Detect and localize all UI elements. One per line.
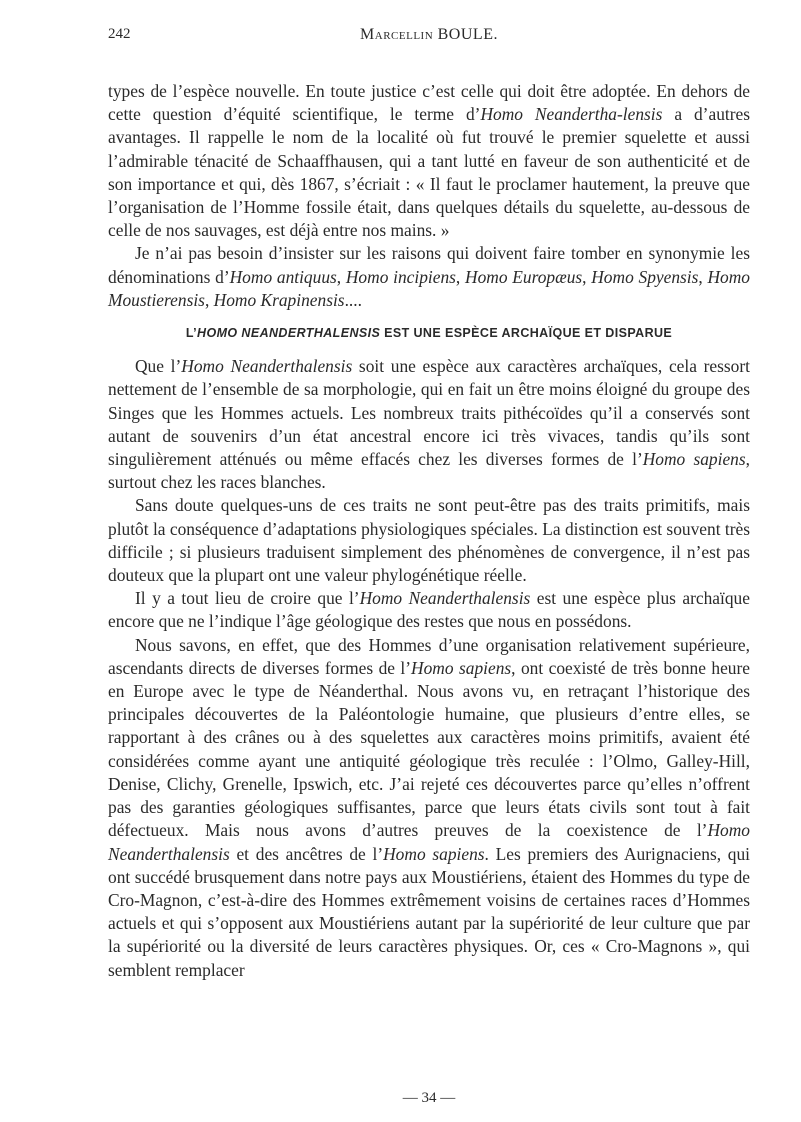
separator: , bbox=[336, 266, 346, 287]
text-run: Il y a tout lieu de croire que l’ bbox=[135, 588, 360, 609]
text-run: et des ancêtres de l’ bbox=[229, 843, 384, 864]
separator: , bbox=[582, 266, 592, 287]
separator: , bbox=[204, 289, 214, 310]
taxon-name: Homo sapiens bbox=[383, 843, 485, 864]
heading-taxon: HOMO NEANDERTHALENSIS bbox=[197, 326, 381, 341]
text-run: est une espèce plus archaïque encore que ne l’indique l’âge géologique des restes que nous en possédons. bbox=[108, 588, 750, 632]
taxon-name: Homo Moustierensis bbox=[108, 266, 750, 310]
page-number: 242 bbox=[108, 26, 131, 42]
section-heading bbox=[108, 322, 750, 345]
taxon-name: Homo sapiens bbox=[642, 449, 746, 470]
taxon-name: Homo Neandertha-lensis bbox=[480, 104, 663, 125]
separator: , bbox=[455, 266, 466, 287]
paragraph bbox=[108, 242, 750, 312]
text-run: , surtout chez les races blanches. bbox=[108, 449, 750, 493]
taxon-name: Homo incipiens bbox=[345, 266, 456, 287]
taxon-name: Homo Neanderthalensis bbox=[108, 820, 750, 864]
paragraph: Sans doute quelques-uns de ces traits ne sont peut-être pas des traits primitifs, mais plutôt la conséquence d’adaptations physiologiques spéciales. La distinction est souvent très difficile ; si plusieurs traduisent simplement des phénomènes de convergence, il n’est pas douteux que la plupart ont une valeur phylogénétique réelle. bbox=[108, 495, 750, 586]
running-head bbox=[108, 22, 750, 50]
text-run: Que l’ bbox=[135, 356, 182, 377]
text-run: , ont coexisté de très bonne heure en Europe avec le type de Néanderthal. Nous avons vu, en retraçant l’historique des principales découvertes de la Paléontologie humaine, que plusieurs d’entre elles, se rapportant à des crânes ou à des squelettes aux caractères moins primitifs, avaient été considérées comme ayant une antiquité géologique très reculée : l’Olmo, Galley-Hill, Denise, Clichy, Grenelle, Ipswich, etc. J’ai rejeté ces découvertes parce qu’elles n’offrent pas des garanties géologiques suffisantes, parce que leurs états civils sont tout à fait défectueux. Mais nous avons d’autres preuves de la coexistence de l’ bbox=[108, 657, 750, 841]
taxon-name: Homo Krapinensis bbox=[213, 289, 345, 310]
text-run: soit une espèce aux caractères archaïques, cela ressort nettement de l’ensemble de sa morphologie, qui en fait un être moins éloigné du groupe des Singes que les Hommes actuels. Les nombreux traits pithécoïdes qu’il a conservés sont autant de souvenirs d’un état ancestral encore ici très vivaces, tandis qu’ils sont singulièrement atténués ou même effacés chez les diverses formes de l’ bbox=[108, 356, 750, 470]
heading-prefix: L’ bbox=[185, 326, 198, 341]
body-text bbox=[108, 80, 750, 982]
taxon-name: Homo Spyensis bbox=[591, 266, 699, 287]
text-run: Je n’ai pas besoin d’insister sur les raisons qui doivent faire tomber en synonymie les dénominations d’ bbox=[108, 243, 750, 287]
paragraph bbox=[108, 587, 750, 633]
text-run: . Les premiers des Aurignaciens, qui ont succédé brusquement dans notre pays aux Moustiériens, étaient des Hommes du type de Cro-Magnon, c’est-à-dire des Hommes extrêmement voisins de certaines races d’Hommes actuels et qui s’opposent aux Moustiériens autant par la supériorité de leur culture que par la supériorité ou la diversité de leurs caractères physiques. Or, ces « Cro-Magnons », qui semblent remplacer bbox=[108, 843, 751, 980]
paragraph bbox=[108, 634, 750, 982]
taxon-name: Homo antiquus bbox=[229, 266, 337, 287]
text-run: .... bbox=[344, 289, 362, 310]
page-folio: — 34 — bbox=[402, 1090, 456, 1106]
paragraph bbox=[108, 355, 750, 494]
text-run: Nous savons, en effet, que des Hommes d’une organisation relativement supérieure, ascendants directs de diverses formes de l’ bbox=[108, 634, 750, 678]
taxon-name: Homo Neanderthalensis bbox=[181, 356, 353, 377]
paragraph bbox=[108, 80, 750, 242]
taxon-name: Homo Europæus bbox=[465, 266, 583, 287]
page bbox=[108, 22, 751, 1106]
heading-rest: EST UNE ESPÈCE ARCHAÏQUE ET DISPARUE bbox=[380, 326, 673, 341]
running-head-author: Marcellin BOULE. bbox=[360, 26, 498, 43]
text-run: types de l’espèce nouvelle. En toute justice c’est celle qui doit être adoptée. bbox=[108, 81, 651, 101]
text-run: En dehors de cette question d’équité scientifique, le terme d’ bbox=[108, 81, 750, 125]
separator: , bbox=[698, 266, 708, 287]
text-run: a d’autres avantages. Il rappelle le nom de la localité où fut trouvé le premier squelette et aussi l’admirable ténacité de Schaaffhausen, qui a tant lutté en faveur de son authenticité et de son importance et qui, dès 1867, s’écriait : « Il faut le proclamer hautement, la preuve que l’organisation de l’Homme fossile était, dans quelques détails du squelette, au-dessous de celle de nos sauvages, est déjà entre nos mains. » bbox=[108, 104, 751, 241]
taxon-name: Homo Neanderthalensis bbox=[359, 588, 531, 609]
taxon-name: Homo sapiens bbox=[411, 657, 512, 678]
